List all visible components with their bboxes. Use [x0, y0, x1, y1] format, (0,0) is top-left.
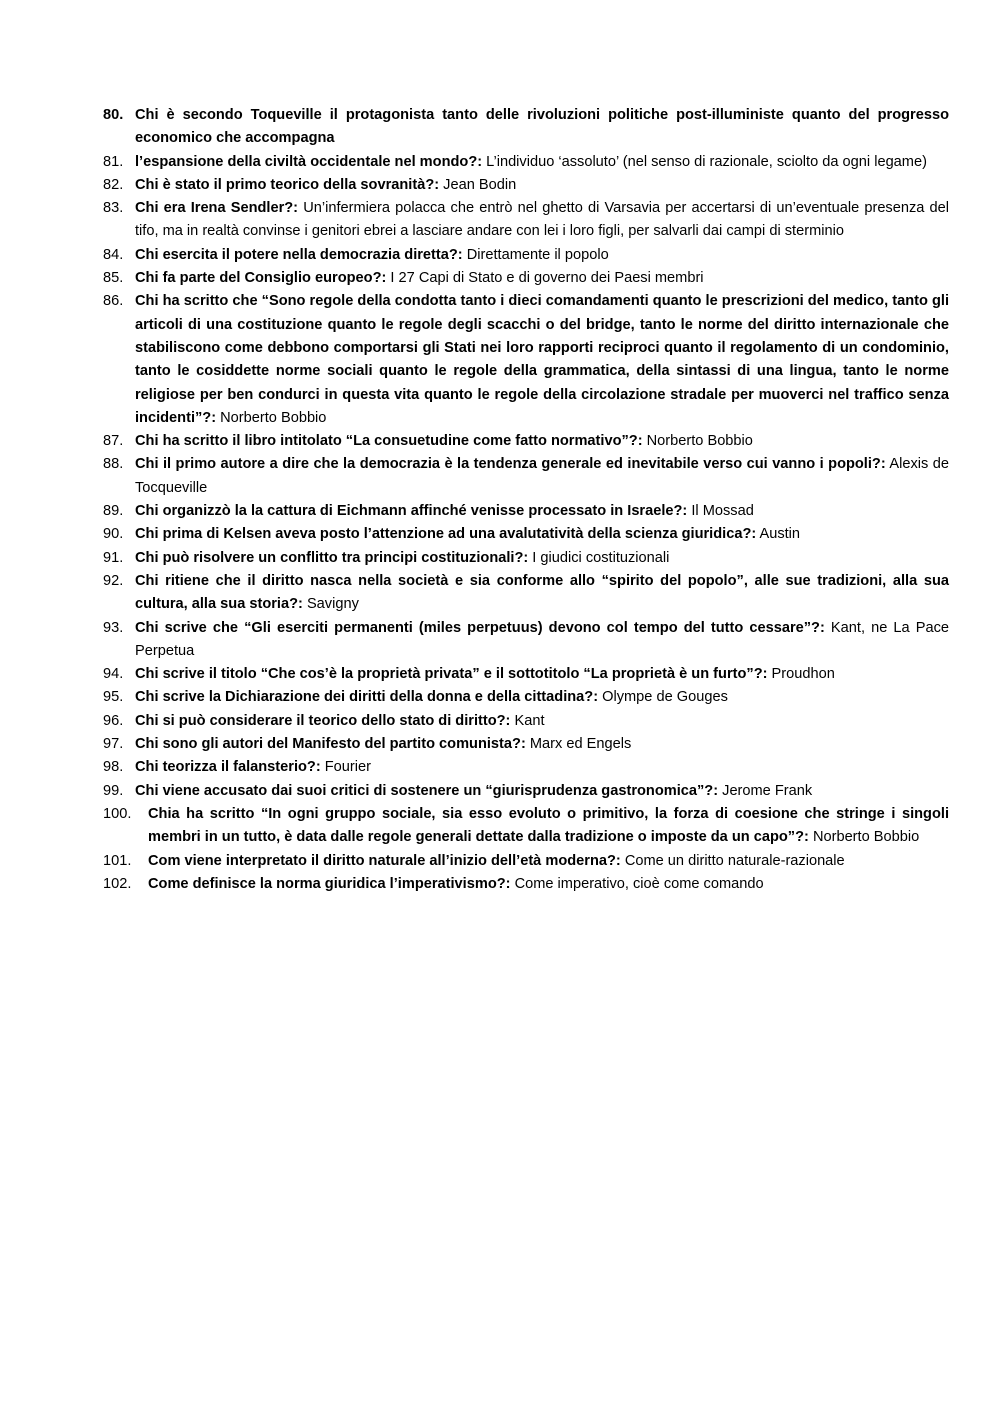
- answer-text: Kant, ne La Pace Perpetua: [135, 619, 949, 659]
- list-item: [103, 873, 949, 896]
- item-number: 100.: [103, 805, 132, 822]
- list-item: [103, 803, 949, 850]
- question-text: Chi è secondo Toqueville il protagonista tanto delle rivoluzioni politiche post-illuministe quanto del progresso economico che accompagna: [135, 107, 949, 147]
- answer-text: Norberto Bobbio: [646, 433, 753, 450]
- item-number: 101.: [103, 852, 132, 869]
- answer-text: Savigny: [306, 596, 359, 613]
- answer-text: Jerome Frank: [722, 782, 813, 799]
- item-content: [148, 873, 949, 896]
- answer-text: Proudhon: [771, 666, 835, 683]
- question-text: Chi scrive che “Gli eserciti permanenti (miles perpetuus) devono col tempo del tutto cessare”?:: [135, 619, 825, 636]
- item-content: [135, 686, 949, 709]
- answer-text: Come un diritto naturale-razionale: [624, 852, 845, 869]
- answer-text: Alexis de Tocqueville: [135, 456, 950, 496]
- question-text: Chi ha scritto il libro intitolato “La consuetudine come fatto normativo”?:: [135, 433, 643, 450]
- answer-text: Olympe de Gouges: [602, 689, 728, 706]
- question-text: Chi può risolvere un conflitto tra principi costituzionali?:: [135, 549, 529, 566]
- answer-text: Un’infermiera polacca che entrò nel ghetto di Varsavia per accertarsi di un’eventuale presenza del tifo, ma in realtà convinse i genitori ebrei a lasciare andare con lei i loro figli, per salvarli dai campi di sterminio: [135, 200, 949, 240]
- list-item: [103, 174, 949, 197]
- list-item: [103, 290, 949, 430]
- list-item: [103, 780, 949, 803]
- question-text: Chi è stato il primo teorico della sovranità?:: [135, 176, 440, 193]
- list-item: [103, 547, 949, 570]
- item-number: 91.: [103, 549, 124, 566]
- item-content: [135, 244, 949, 267]
- question-text: Com viene interpretato il diritto naturale all’inizio dell’età moderna?:: [148, 852, 621, 869]
- item-content: [135, 523, 949, 546]
- item-content: [135, 617, 949, 664]
- item-content: [135, 197, 949, 244]
- question-text: Chi fa parte del Consiglio europeo?:: [135, 270, 387, 287]
- answer-text: Jean Bodin: [443, 176, 517, 193]
- item-content: [135, 453, 949, 500]
- item-content: [135, 756, 949, 779]
- answer-text: Norberto Bobbio: [220, 409, 327, 426]
- item-content: [135, 663, 949, 686]
- answer-text: Come imperativo, cioè come comando: [514, 875, 764, 892]
- answer-text: I 27 Capi di Stato e di governo dei Paesi membri: [390, 270, 704, 287]
- list-item: [103, 617, 949, 664]
- item-number: 98.: [103, 759, 124, 776]
- list-item: [103, 756, 949, 779]
- item-number: 95.: [103, 689, 124, 706]
- answer-text: L’individuo ‘assoluto’ (nel senso di razionale, sciolto da ogni legame): [486, 153, 927, 170]
- item-content: [148, 850, 949, 873]
- item-number: 99.: [103, 782, 124, 799]
- item-content: [135, 430, 949, 453]
- question-text: Chi ritiene che il diritto nasca nella società e sia conforme allo “spirito del popolo”, alle sue tradizioni, alla sua cultura, alla sua storia?:: [135, 572, 949, 613]
- item-number: 97.: [103, 736, 124, 753]
- question-text: Chi prima di Kelsen aveva posto l’attenzione ad una avalutatività della scienza giuridica?:: [135, 526, 757, 543]
- item-number: 90.: [103, 526, 124, 543]
- item-number: 93.: [103, 619, 124, 636]
- item-content: [135, 104, 949, 151]
- list-item: [103, 733, 949, 756]
- item-number: 89.: [103, 503, 124, 520]
- question-text: Come definisce la norma giuridica l’imperativismo?:: [148, 875, 511, 892]
- item-number: 80.: [103, 107, 124, 123]
- item-number: 83.: [103, 200, 124, 217]
- item-content: [135, 733, 949, 756]
- answer-text: I giudici costituzionali: [532, 549, 670, 566]
- item-content: [148, 803, 949, 850]
- item-content: [135, 151, 949, 174]
- list-item: [103, 453, 949, 500]
- answer-text: Norberto Bobbio: [812, 829, 920, 846]
- list-item: [103, 710, 949, 733]
- item-number: 82.: [103, 176, 124, 193]
- question-text: Chi scrive la Dichiarazione dei diritti della donna e della cittadina?:: [135, 689, 599, 706]
- item-number: 96.: [103, 712, 124, 729]
- question-text: l’espansione della civiltà occidentale nel mondo?:: [135, 153, 483, 170]
- question-text: Chi sono gli autori del Manifesto del partito comunista?:: [135, 736, 526, 753]
- list-item: [103, 430, 949, 453]
- answer-text: Il Mossad: [691, 503, 754, 520]
- list-item: [103, 686, 949, 709]
- question-text: Chi teorizza il falansterio?:: [135, 759, 321, 776]
- list-item: [103, 523, 949, 546]
- question-text: Chi era Irena Sendler?:: [135, 200, 299, 217]
- list-item: [103, 104, 949, 151]
- question-text: Chi esercita il potere nella democrazia diretta?:: [135, 246, 463, 263]
- item-number: 84.: [103, 246, 124, 263]
- answer-text: Fourier: [324, 759, 371, 776]
- list-item: [103, 151, 949, 174]
- list-item: [103, 244, 949, 267]
- list-item: [103, 570, 949, 617]
- answer-text: Austin: [759, 526, 801, 543]
- list-item: [103, 500, 949, 523]
- item-number: 102.: [103, 875, 132, 892]
- answer-text: Marx ed Engels: [529, 736, 632, 753]
- question-text: Chi il primo autore a dire che la democrazia è la tendenza generale ed inevitabile verso cui vanno i popoli?:: [135, 456, 886, 473]
- question-text: Chi ha scritto che “Sono regole della condotta tanto i dieci comandamenti quanto le prescrizioni del medico, tanto gli articoli di una costituzione quanto le regole degli scacchi o del bridge, tanto le norme del diritto internazionale che stabiliscono come debbono comportarsi gli Stati nei loro rapporti reciproci quanto il regolamento di un condominio, tanto le cosiddette norme sociali quanto le regole della grammatica, della sintassi di una lingua, tanto le norme religiose per ben condurci in questa vita quanto le regole della circolazione stradale per muoverci nel traffico senza incidenti”?:: [135, 293, 949, 426]
- list-item: [103, 267, 949, 290]
- item-content: [135, 500, 949, 523]
- item-content: [135, 267, 949, 290]
- question-text: Chi viene accusato dai suoi critici di sostenere un “giurisprudenza gastronomica”?:: [135, 782, 719, 799]
- question-text: Chi si può considerare il teorico dello stato di diritto?:: [135, 712, 511, 729]
- item-number: 86.: [103, 293, 124, 310]
- item-content: [135, 780, 949, 803]
- qa-list: [103, 104, 949, 896]
- item-number: 92.: [103, 572, 124, 589]
- list-item: [103, 197, 949, 244]
- item-content: [135, 710, 949, 733]
- item-content: [135, 174, 949, 197]
- list-item: [103, 850, 949, 873]
- item-number: 88.: [103, 456, 124, 473]
- item-content: [135, 290, 949, 430]
- item-number: 87.: [103, 433, 124, 450]
- item-number: 81.: [103, 153, 124, 170]
- answer-text: Direttamente il popolo: [466, 246, 609, 263]
- question-text: Chia ha scritto “In ogni gruppo sociale, sia esso evoluto o primitivo, la forza di coesione che stringe i singoli membri in un tutto, è data dalle regole generali dettate dalla tradizione o imposte da un capo”?:: [148, 805, 949, 846]
- item-content: [135, 570, 949, 617]
- item-number: 94.: [103, 666, 124, 683]
- question-text: Chi scrive il titolo “Che cos’è la proprietà privata” e il sottotitolo “La proprietà è un furto”?:: [135, 666, 768, 683]
- list-item: [103, 663, 949, 686]
- item-content: [135, 547, 949, 570]
- item-number: 85.: [103, 270, 124, 287]
- answer-text: Kant: [514, 712, 545, 729]
- question-text: Chi organizzò la la cattura di Eichmann affinché venisse processato in Israele?:: [135, 503, 688, 520]
